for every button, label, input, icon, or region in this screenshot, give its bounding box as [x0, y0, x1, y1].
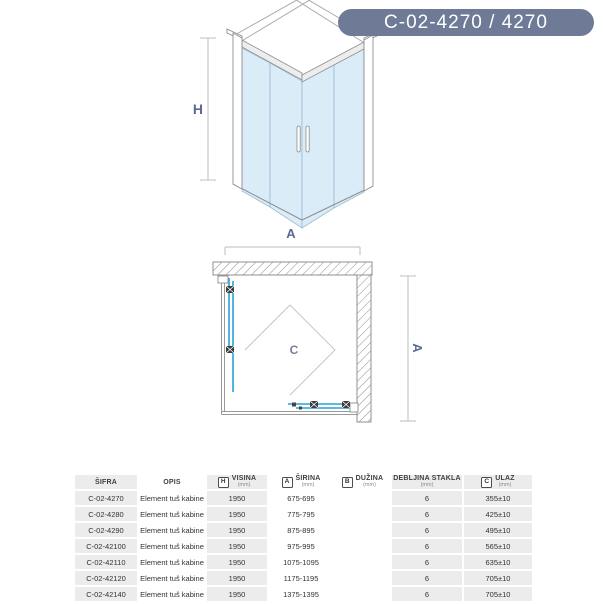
table-cell-r4-c4: 975-995 — [269, 539, 333, 553]
table-cell-r3-c1: C-02-4290 — [75, 523, 137, 537]
table-cell-r7-c6: 6 — [392, 587, 462, 601]
table-cell-r5-c3: 1950 — [207, 555, 267, 569]
header-unit: (mm) — [498, 482, 512, 489]
table-cell-r7-c3: 1950 — [207, 587, 267, 601]
table-cell-r5-c6: 6 — [392, 555, 462, 569]
height-dim-label: H — [192, 101, 203, 117]
header-text — [296, 475, 321, 489]
table-cell-r3-c2: Element tuš kabine — [139, 523, 205, 537]
header-unit: (mm) — [363, 482, 376, 489]
glass-panel — [334, 48, 364, 208]
header-text — [495, 475, 514, 489]
table-cell-r6-c5 — [335, 571, 390, 585]
header-cell-2 — [139, 475, 205, 489]
table-cell-r1-c7: 355±10 — [464, 491, 532, 505]
wall-hatch-top — [213, 262, 372, 275]
table-cell-r3-c6: 6 — [392, 523, 462, 537]
roller-bracket-icon — [226, 286, 234, 293]
header-unit: (mm) — [420, 482, 434, 489]
table-cell-r4-c3: 1950 — [207, 539, 267, 553]
table-cell-r1-c3: 1950 — [207, 491, 267, 505]
roller-bracket-icon — [342, 401, 350, 408]
spec-table — [75, 475, 532, 601]
table-cell-r7-c1: C-02-42140 — [75, 587, 137, 601]
width-dimension-top — [225, 247, 360, 255]
table-cell-r3-c7: 495±10 — [464, 523, 532, 537]
table-cell-r4-c6: 6 — [392, 539, 462, 553]
table-cell-r6-c7: 705±10 — [464, 571, 532, 585]
table-cell-r1-c4: 675-695 — [269, 491, 333, 505]
header-label: ULAZ — [495, 475, 515, 483]
table-cell-r3-c5 — [335, 523, 390, 537]
table-cell-r4-c1: C-02-42100 — [75, 539, 137, 553]
glass-panel — [242, 48, 270, 207]
header-unit: (mm) — [301, 482, 315, 489]
product-code-badge: C-02-4270 / 4270 — [338, 9, 594, 36]
table-cell-r4-c7: 565±10 — [464, 539, 532, 553]
width-dim-label: A — [286, 226, 296, 241]
table-cell-r4-c5 — [335, 539, 390, 553]
header-cell-4 — [269, 475, 333, 489]
header-text — [163, 479, 181, 486]
table-cell-r4-c2: Element tuš kabine — [139, 539, 205, 553]
cabin-plan-view — [213, 226, 425, 422]
table-cell-r5-c1: C-02-42110 — [75, 555, 137, 569]
table-cell-r2-c1: C-02-4280 — [75, 507, 137, 521]
table-cell-r1-c6: 6 — [392, 491, 462, 505]
dim-letter-box: A — [282, 477, 293, 488]
table-cell-r7-c5 — [335, 587, 390, 601]
table-cell-r2-c2: Element tuš kabine — [139, 507, 205, 521]
entry-dim-label: C — [289, 343, 299, 357]
header-label: ŠIRINA — [295, 475, 321, 483]
table-cell-r3-c3: 1950 — [207, 523, 267, 537]
roller-bracket-icon — [310, 401, 318, 408]
header-cell-7 — [464, 475, 532, 489]
table-cell-r5-c7: 635±10 — [464, 555, 532, 569]
dim-letter-box: B — [342, 477, 353, 488]
table-cell-r6-c6: 6 — [392, 571, 462, 585]
table-cell-r6-c2: Element tuš kabine — [139, 571, 205, 585]
table-cell-r7-c2: Element tuš kabine — [139, 587, 205, 601]
profile-caps — [218, 276, 358, 412]
header-label: VISINA — [231, 475, 257, 483]
table-cell-r6-c4: 1175-1195 — [269, 571, 333, 585]
table-cell-r6-c1: C-02-42120 — [75, 571, 137, 585]
header-text — [356, 475, 384, 489]
dim-letter-box: C — [481, 477, 492, 488]
header-label: DEBLJINA STAKLA — [393, 475, 461, 483]
table-cell-r1-c1: C-02-4270 — [75, 491, 137, 505]
table-cell-r3-c4: 875-895 — [269, 523, 333, 537]
header-text — [393, 475, 461, 489]
table-cell-r2-c7: 425±10 — [464, 507, 532, 521]
header-label: DUŽINA — [355, 475, 384, 483]
header-unit: (mm) — [237, 482, 251, 489]
table-cell-r2-c5 — [335, 507, 390, 521]
header-cell-5 — [335, 475, 390, 489]
header-cell-6 — [392, 475, 462, 489]
header-label: OPIS — [163, 478, 181, 486]
roller-bracket-icon — [226, 346, 234, 353]
wall-hatch-right — [357, 275, 371, 422]
header-text — [95, 479, 117, 486]
table-cell-r1-c5 — [335, 491, 390, 505]
table-cell-r2-c6: 6 — [392, 507, 462, 521]
table-cell-r7-c7: 705±10 — [464, 587, 532, 601]
depth-dim-label: A — [410, 343, 425, 353]
dim-letter-box: H — [218, 477, 229, 488]
table-cell-r1-c2: Element tuš kabine — [139, 491, 205, 505]
table-cell-r5-c5 — [335, 555, 390, 569]
table-cell-r2-c4: 775-795 — [269, 507, 333, 521]
table-cell-r5-c2: Element tuš kabine — [139, 555, 205, 569]
table-cell-r7-c4: 1375-1395 — [269, 587, 333, 601]
header-cell-3 — [207, 475, 267, 489]
header-text — [232, 475, 257, 489]
table-cell-r2-c3: 1950 — [207, 507, 267, 521]
header-label: ŠIFRA — [95, 478, 117, 486]
table-cell-r6-c3: 1950 — [207, 571, 267, 585]
header-cell-1 — [75, 475, 137, 489]
table-cell-r5-c4: 1075-1095 — [269, 555, 333, 569]
